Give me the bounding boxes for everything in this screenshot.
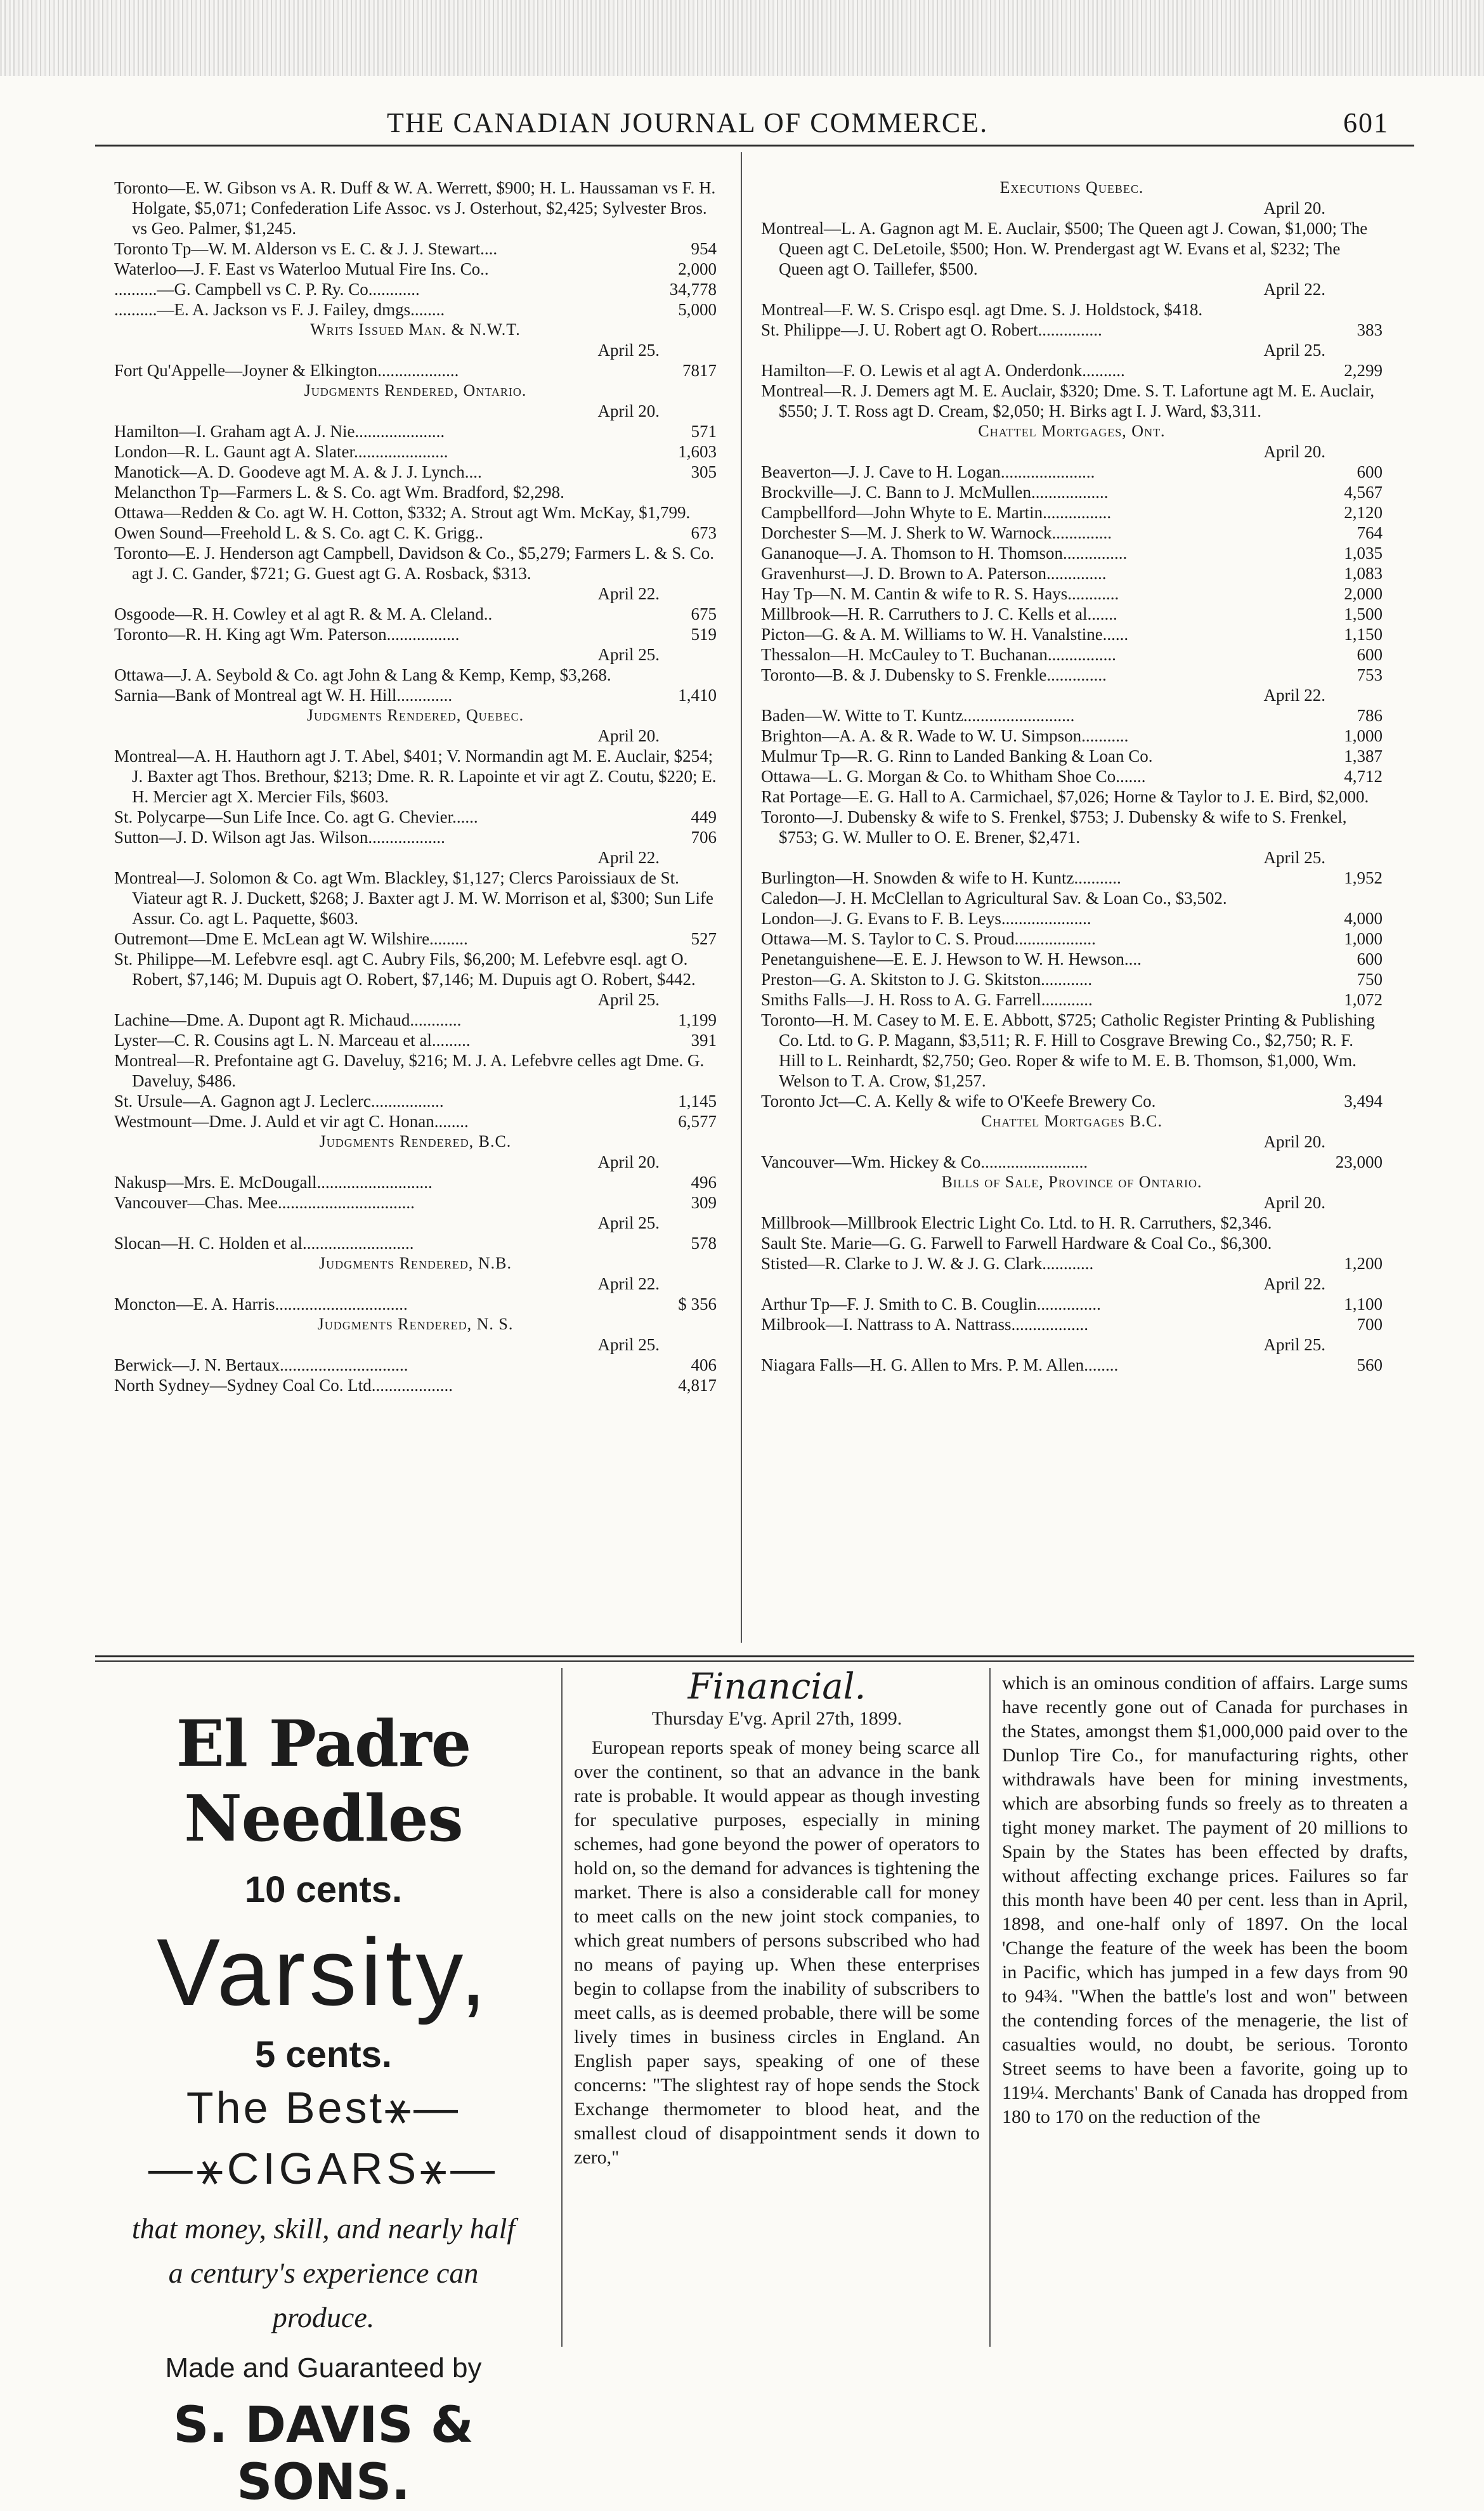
date-heading: April 25. [597,645,660,664]
entry-amount: 1,000 [1344,726,1383,745]
listing-entry [761,665,1383,685]
entry-text: St. Ursule—A. Gagnon agt J. Leclerc................. [114,1092,444,1111]
listing-entry [761,1010,1383,1091]
listing-entry [761,766,1383,786]
ad-best [95,2082,552,2134]
entry-amount: 600 [1357,462,1383,481]
right-listings-column [761,178,1383,1375]
listing-entry [114,1030,717,1050]
listing-entry [114,1355,717,1375]
entry-text: Smiths Falls—J. H. Ross to A. G. Farrell............ [761,990,1093,1009]
listing-entry [114,543,717,584]
entry-text: Gananoque—J. A. Thomson to H. Thomson............... [761,544,1128,563]
column-divider [561,1668,563,2347]
entry-amount: 1,952 [1344,868,1383,887]
entry-amount: 560 [1357,1355,1383,1374]
entry-text: Millbrook—H. R. Carruthers to J. C. Kells et al....... [761,604,1117,623]
listing-entry [761,1253,1383,1274]
entry-text: Osgoode—R. H. Cowley et al agt R. & M. A. Cleland.. [114,604,493,623]
section-heading: Chattel Mortgages B.C. [980,1112,1163,1130]
entry-text: North Sydney—Sydney Coal Co. Ltd................... [114,1376,453,1395]
date-heading: April 25. [1263,1335,1325,1354]
entry-text: Stisted—R. Clarke to J. W. & J. G. Clark............ [761,1254,1094,1273]
listing-entry [114,502,717,523]
entry-text: Toronto—E. J. Henderson agt Campbell, Davidson & Co., $5,279; Farmers L. & S. Co. agt J. C. Gander, $721; G. Guest agt G. A. Rosback, $313. [114,544,715,583]
entry-amount: 1,072 [1344,990,1383,1009]
entry-text: Gravenhurst—J. D. Brown to A. Paterson.............. [761,564,1107,583]
ad-tagline-2: a century's experience can [168,2257,479,2289]
entry-text: Lachine—Dme. A. Dupont agt R. Michaud............ [114,1010,462,1029]
entry-text: Outremont—Dme E. McLean agt W. Wilshire......... [114,929,468,948]
date-heading: April 20. [597,726,660,745]
entry-amount: 1,200 [1344,1254,1383,1273]
entry-amount: 23,000 [1335,1152,1383,1171]
entry-text: Moncton—E. A. Harris............................... [114,1295,408,1314]
entry-amount: 4,817 [678,1376,717,1395]
listing-entry [761,949,1383,969]
column-divider [741,152,742,1643]
entry-amount: 383 [1357,320,1383,339]
listing-entry [114,178,717,238]
entry-text: Toronto—R. H. King agt Wm. Paterson................. [114,625,460,644]
entry-text: Sutton—J. D. Wilson agt Jas. Wilson.................. [114,828,445,847]
entry-text: Brighton—A. A. & R. Wade to W. U. Simpson........... [761,726,1129,745]
page-header [95,95,1414,140]
listing-entry [761,1355,1383,1375]
entry-amount: 4,000 [1344,909,1383,928]
listing-entry [114,665,717,685]
entry-text: Ottawa—M. S. Taylor to C. S. Proud................... [761,929,1096,948]
entry-amount: 1,150 [1344,625,1383,644]
entry-text: Sault Ste. Marie—G. G. Farwell to Farwell Hardware & Coal Co., $6,300. [761,1234,1272,1253]
entry-text: Vancouver—Chas. Mee................................ [114,1193,415,1212]
listing-entry [761,482,1383,502]
entry-amount: 1,603 [678,442,717,461]
entry-amount: 600 [1357,949,1383,969]
entry-amount: 4,567 [1344,483,1383,502]
date-heading: April 22. [1263,1274,1325,1293]
entry-text: Thessalon—H. McCauley to T. Buchanan................ [761,645,1116,664]
entry-amount: 764 [1357,523,1383,542]
entry-text: Toronto—B. & J. Dubensky to S. Frenkle.............. [761,665,1107,684]
entry-text: Hay Tp—N. M. Cantin & wife to R. S. Hays............ [761,584,1119,603]
entry-text: Ottawa—L. G. Morgan & Co. to Whitham Shoe Co....... [761,767,1146,786]
entry-text: Waterloo—J. F. East vs Waterloo Mutual Fire Ins. Co.. [114,259,489,278]
listing-entry [761,705,1383,726]
entry-text: Montreal—R. J. Demers agt M. E. Auclair, $320; Dme. S. T. Lafortune agt M. E. Auclair, $550; J. T. Ross agt D. Cream, $2,050; H. Birks agt I. J. Ward, $3,311. [761,381,1375,421]
entry-amount: 1,035 [1344,544,1383,563]
entry-amount: 600 [1357,645,1383,664]
listing-entry [761,584,1383,604]
entry-amount: 2,000 [1344,584,1383,603]
entry-text: St. Philippe—M. Lefebvre esql. agt C. Aubry Fils, $6,200; M. Lefebvre esql. agt O. Robert, $7,146; M. Dupuis agt O. Robert, $7,146; M. Dupuis agt O. Robert, $442. [114,949,696,989]
entry-text: Ottawa—J. A. Seybold & Co. agt John & Lang & Kemp, Kemp, $3,268. [114,665,611,684]
header-rule [95,145,1414,147]
entry-text: Rat Portage—E. G. Hall to A. Carmichael, $7,026; Horne & Taylor to J. E. Bird, $2,000. [761,787,1369,806]
listing-entry [114,624,717,644]
ad-tagline-1: that money, skill, and nearly half [131,2212,516,2245]
date-heading: April 20. [597,1152,660,1171]
entry-text: ..........—E. A. Jackson vs F. J. Failey, dmgs........ [114,300,445,319]
listing-entry [114,807,717,827]
journal-title: THE CANADIAN JOURNAL OF COMMERCE. [387,107,989,138]
listing-entry [761,989,1383,1010]
entry-text: Toronto—H. M. Casey to M. E. E. Abbott, $725; Catholic Register Printing & Publishing Co. Ltd. to G. P. Magann, $3,511; R. F. Hill to Cosgrave Brewing Co., $2,750; R. F. Hill to L. Reinhardt, $2,750; Geo. Roper & wife to M. E. B. Thomson, $1,000, Wm. Welson to T. A. Crow, $1,257. [761,1010,1375,1090]
listing-entry [761,1213,1383,1233]
listing-entry [761,299,1383,320]
listing-entry [114,1294,717,1314]
listing-entry [114,238,717,259]
entry-amount: 753 [1357,665,1383,684]
listing-entry [761,726,1383,746]
entry-text: Toronto Jct—C. A. Kelly & wife to O'Keefe Brewery Co. [761,1092,1156,1111]
entry-amount: 496 [691,1173,717,1192]
listing-entry [761,807,1383,847]
entry-amount: $ 356 [678,1295,717,1314]
entry-text: Toronto Tp—W. M. Alderson vs E. C. & J. J. Stewart.... [114,239,498,258]
entry-text: ..........—G. Campbell vs C. P. Ry. Co............ [114,280,420,299]
entry-text: Milbrook—I. Nattrass to A. Nattrass.................. [761,1315,1088,1334]
section-heading: Chattel Mortgages, Ont. [978,422,1166,440]
listing-entry [761,1233,1383,1253]
section-heading: Judgments Rendered, Quebec. [306,706,524,724]
entry-amount: 406 [691,1355,717,1374]
financial-text-2: which is an ominous condition of affairs. Large sums have recently gone out of Canada for purchases in the States, amongst them $1,000,000 paid over to the Dunlop Tire Co., for manufacturing rights, other withdrawals have been for mining investments, which are absorbing funds so freely as to threaten a tight money market. The payment of 20 millions to Spain by the States has been effected by drafts, without affecting exchange prices. Failures so far this month have been 40 per cent. less than in April, 1898, and one-half only of 1897. On the local 'Change the feature of the week has been the boom in Pacific, which has jumped in a few days from 90 to 94¾. "When the battle's lost and won" between the contending forces of the menagerie, the list of casualties would, no doubt, be serious. Toronto Street seems to have been a favorite, going up to 119¼. Merchants' Bank of Canada has dropped from 180 to 170 on the reduction of the [1002,1673,1408,2127]
entry-amount: 1,199 [678,1010,717,1029]
listing-entry [761,543,1383,563]
ornament-icon: ⚹— [384,2083,461,2132]
entry-amount: 527 [691,929,717,948]
listing-entry [761,786,1383,807]
ad-best-text: The Best [186,2083,385,2132]
date-heading: April 25. [597,990,660,1009]
entry-text: Brockville—J. C. Bann to J. McMullen.................. [761,483,1109,502]
section-heading: Bills of Sale, Province of Ontario. [941,1173,1202,1191]
listing-entry [761,908,1383,929]
listing-entry [761,868,1383,888]
entry-text: Hamilton—F. O. Lewis et al agt A. Onderdonk.......... [761,361,1125,380]
entry-text: Nakusp—Mrs. E. McDougall........................... [114,1173,433,1192]
scan-border [0,0,1484,76]
entry-text: Lyster—C. R. Cousins agt L. N. Marceau et al......... [114,1031,471,1050]
section-heading: Writs Issued Man. & N.W.T. [310,320,521,339]
entry-text: Vancouver—Wm. Hickey & Co......................... [761,1152,1088,1171]
entry-amount: 2,120 [1344,503,1383,522]
listing-entry [761,604,1383,624]
entry-amount: 2,000 [678,259,717,278]
entry-text: Fort Qu'Appelle—Joyner & Elkington................... [114,361,459,380]
entry-amount: 1,100 [1344,1295,1383,1314]
listing-entry [114,462,717,482]
listing-entry [114,523,717,543]
entry-text: Penetanguishene—E. E. J. Hewson to W. H. Hewson.... [761,949,1142,969]
listing-entry [761,929,1383,949]
listing-entry [761,563,1383,584]
entry-text: Montreal—J. Solomon & Co. agt Wm. Blackley, $1,127; Clercs Paroissiaux de St. Viateur agt R. J. Duckett, $268; J. Baxter agt J. M. W. Morrison et al, $300; Sun Life Assur. Co. agt L. Paquette, $603. [114,868,714,928]
entry-amount: 1,000 [1344,929,1383,948]
page-number: 601 [1343,107,1389,138]
entry-text: Toronto—J. Dubensky & wife to S. Frenkel, $753; J. Dubensky & wife to S. Frenkel, $753; G. W. Muller to O. E. Brener, $2,471. [761,807,1347,847]
entry-amount: 7817 [682,361,717,380]
entry-text: Slocan—H. C. Holden et al.......................... [114,1234,414,1253]
listing-entry [114,1111,717,1132]
entry-text: St. Polycarpe—Sun Life Ince. Co. agt G. Chevier...... [114,807,478,826]
listing-entry [114,1050,717,1091]
listing-entry [114,441,717,462]
entry-text: Preston—G. A. Skitston to J. G. Skitston............ [761,970,1093,989]
entry-text: Montreal—F. W. S. Crispo esql. agt Dme. S. J. Holdstock, $418. [761,300,1203,319]
listing-entry [761,523,1383,543]
entry-amount: 1,410 [678,686,717,705]
entry-amount: 5,000 [678,300,717,319]
listing-entry [114,360,717,381]
entry-text: Montreal—L. A. Gagnon agt M. E. Auclair, $500; The Queen agt J. Cowan, $1,000; The Queen agt C. DeLetoile, $500; Hon. W. Prendergast agt W. Evans et al, $232; The Queen agt O. Taillefer, $500. [761,219,1368,278]
date-heading: April 22. [597,584,660,603]
section-heading: Judgments Rendered, B.C. [319,1132,512,1151]
listing-entry [114,1375,717,1395]
entry-amount: 1,500 [1344,604,1383,623]
date-heading: April 20. [1263,442,1325,461]
ad-made-by: Made and Guaranteed by [165,2352,482,2384]
entry-amount: 706 [691,828,717,847]
entry-amount: 700 [1357,1315,1383,1334]
entry-text: Sarnia—Bank of Montreal agt W. H. Hill............. [114,686,453,705]
listing-entry [114,1233,717,1253]
entry-amount: 675 [691,604,717,623]
listing-entry [761,624,1383,644]
listing-entry [114,1192,717,1213]
entry-text: Toronto—E. W. Gibson vs A. R. Duff & W. A. Werrett, $900; H. L. Haussaman vs F. H. Holgate, $5,071; Confederation Life Assoc. vs J. Osterhout, $2,425; Sylvester Bros. vs Geo. Palmer, $1,245. [114,178,716,238]
listing-entry [114,868,717,929]
entry-amount: 519 [691,625,717,644]
entry-text: Caledon—J. H. McClellan to Agricultural Sav. & Loan Co., $3,502. [761,889,1227,908]
section-heading: Judgments Rendered, N. S. [317,1315,514,1333]
financial-text-1: European reports speak of money being scarce all over the continent, so that an advance in the bank rate is probable. It would appear as though investing for speculative purposes, especially in mining schemes, had gone beyond the power of operators to hold on, so the demand for advances is tightening the market. There is also a considerable call for money to meet calls on the new joint stock companies, to which great numbers of persons subscribed who had no means of paying up. When these enterprises begin to collapse from the inability of subscribers to meet calls, as is deemed probable, there will be some lively times in business circles in England. An English paper says, speaking of one of these concerns: "The slightest ray of hope sends the Stock Exchange thermometer to blood heat, and the smallest cloud of disappointment sends it down to zero," [574,1737,980,2168]
column-divider [989,1668,991,2347]
listing-entry [114,746,717,807]
ad-price-1: 10 cents. [244,1869,403,1910]
listing-entry [761,888,1383,908]
listing-entry [114,827,717,847]
section-heading: Executions Quebec. [999,178,1144,197]
date-heading: April 20. [1263,199,1325,218]
listing-entry [114,685,717,705]
listing-entry [761,462,1383,482]
date-heading: April 20. [1263,1132,1325,1151]
entry-amount: 571 [691,422,717,441]
financial-column-1 [574,1666,980,2170]
listing-entry [761,502,1383,523]
listing-entry [761,381,1383,421]
entry-amount: 1,387 [1344,747,1383,766]
listing-entry [761,1294,1383,1314]
entry-text: Hamilton—I. Graham agt A. J. Nie..................... [114,422,445,441]
ad-tagline-3: produce. [272,2301,375,2333]
listing-entry [114,421,717,441]
date-heading: April 22. [1263,686,1325,705]
entry-amount: 391 [691,1031,717,1050]
listing-entry [761,746,1383,766]
cigar-advertisement [95,1687,552,2511]
listing-entry [114,259,717,279]
entry-text: Owen Sound—Freehold L. & S. Co. agt C. K. Grigg.. [114,523,483,542]
date-heading: April 22. [597,848,660,867]
listing-entry [114,949,717,989]
date-heading: April 25. [1263,848,1325,867]
listing-entry [761,360,1383,381]
section-heading: Judgments Rendered, Ontario. [304,381,527,400]
entry-amount: 2,299 [1344,361,1383,380]
listing-entry [761,1314,1383,1334]
entry-text: St. Philippe—J. U. Robert agt O. Robert............... [761,320,1102,339]
entry-text: Burlington—H. Snowden & wife to H. Kuntz........... [761,868,1121,887]
ad-brand-2: Varsity, [157,1919,490,2025]
entry-amount: 305 [691,462,717,481]
entry-amount: 786 [1357,706,1383,725]
entry-text: Westmount—Dme. J. Auld et vir agt C. Honan........ [114,1112,469,1131]
entry-text: Ottawa—Redden & Co. agt W. H. Cotton, $332; A. Strout agt Wm. McKay, $1,799. [114,503,691,522]
entry-text: Montreal—R. Prefontaine agt G. Daveluy, $216; M. J. A. Lefebvre celles agt Dme. G. Daveluy, $486. [114,1051,705,1090]
entry-text: Dorchester S—M. J. Sherk to W. Warnock.............. [761,523,1112,542]
ad-maker: S. DAVIS & SONS. [173,2397,474,2511]
ad-cigars-text: CIGARS [226,2144,420,2193]
entry-text: Manotick—A. D. Goodeve agt M. A. & J. J. Lynch.... [114,462,482,481]
listing-entry [114,1172,717,1192]
ornament-icon: —⚹ [148,2144,227,2193]
listing-entry [761,969,1383,989]
listing-entry [761,320,1383,340]
entry-amount: 449 [691,807,717,826]
listing-entry [114,929,717,949]
entry-text: Mulmur Tp—R. G. Rinn to Landed Banking & Loan Co. [761,747,1153,766]
ad-tagline [95,2207,552,2340]
ad-cigars [95,2143,552,2195]
listing-entry [114,604,717,624]
entry-amount: 3,494 [1344,1092,1383,1111]
entry-text: Niagara Falls—H. G. Allen to Mrs. P. M. Allen........ [761,1355,1119,1374]
financial-dateline: Thursday E'vg. April 27th, 1899. [651,1708,902,1729]
entry-text: Arthur Tp—F. J. Smith to C. B. Couglin............... [761,1295,1101,1314]
listing-entry [114,279,717,299]
date-heading: April 20. [597,401,660,421]
listing-entry [114,1010,717,1030]
date-heading: April 25. [597,1335,660,1354]
entry-amount: 1,083 [1344,564,1383,583]
entry-text: Montreal—A. H. Hauthorn agt J. T. Abel, $401; V. Normandin agt M. E. Auclair, $254; J. Baxter agt Thos. Brethour, $213; Dme. R. R. Lapointe et vir agt Z. Coutu, $220; E. H. Mercier agt X. Mercier Fils, $603. [114,747,717,806]
listing-entry [761,644,1383,665]
entry-amount: 6,577 [678,1112,717,1131]
section-rule-thin [95,1660,1414,1662]
ornament-icon: ⚹— [420,2144,499,2193]
listing-entry [761,1152,1383,1172]
listing-entry [114,482,717,502]
date-heading: April 25. [597,341,660,360]
entry-amount: 4,712 [1344,767,1383,786]
entry-text: Berwick—J. N. Bertaux.............................. [114,1355,408,1374]
financial-column-2 [1002,1671,1408,2129]
section-heading: Judgments Rendered, N.B. [318,1254,512,1272]
entry-amount: 578 [691,1234,717,1253]
entry-text: Campbellford—John Whyte to E. Martin................ [761,503,1112,522]
section-rule [95,1655,1414,1657]
entry-text: Melancthon Tp—Farmers L. & S. Co. agt Wm. Bradford, $2,298. [114,483,564,502]
entry-amount: 34,778 [669,280,717,299]
entry-amount: 750 [1357,970,1383,989]
entry-text: London—R. L. Gaunt agt A. Slater...................... [114,442,448,461]
ad-price-2: 5 cents. [255,2034,392,2075]
listing-entry [761,218,1383,279]
listing-entry [114,299,717,320]
financial-heading: Financial. [687,1666,866,1707]
left-listings-column [114,178,717,1395]
listing-entry [761,1091,1383,1111]
date-heading: April 22. [1263,280,1325,299]
entry-text: Baden—W. Witte to T. Kuntz.......................... [761,706,1075,725]
date-heading: April 25. [597,1213,660,1232]
entry-amount: 673 [691,523,717,542]
entry-text: Beaverton—J. J. Cave to H. Logan...................... [761,462,1095,481]
entry-amount: 954 [691,239,717,258]
entry-amount: 309 [691,1193,717,1212]
entry-amount: 1,145 [678,1092,717,1111]
entry-text: Picton—G. & A. M. Williams to W. H. Vanalstine...... [761,625,1129,644]
listing-entry [114,1091,717,1111]
entry-text: Millbrook—Millbrook Electric Light Co. Ltd. to H. R. Carruthers, $2,346. [761,1213,1272,1232]
entry-text: London—J. G. Evans to F. B. Leys..................... [761,909,1091,928]
date-heading: April 25. [1263,341,1325,360]
ad-headline: El Padre Needles [176,1706,471,1856]
date-heading: April 20. [1263,1193,1325,1212]
date-heading: April 22. [597,1274,660,1293]
